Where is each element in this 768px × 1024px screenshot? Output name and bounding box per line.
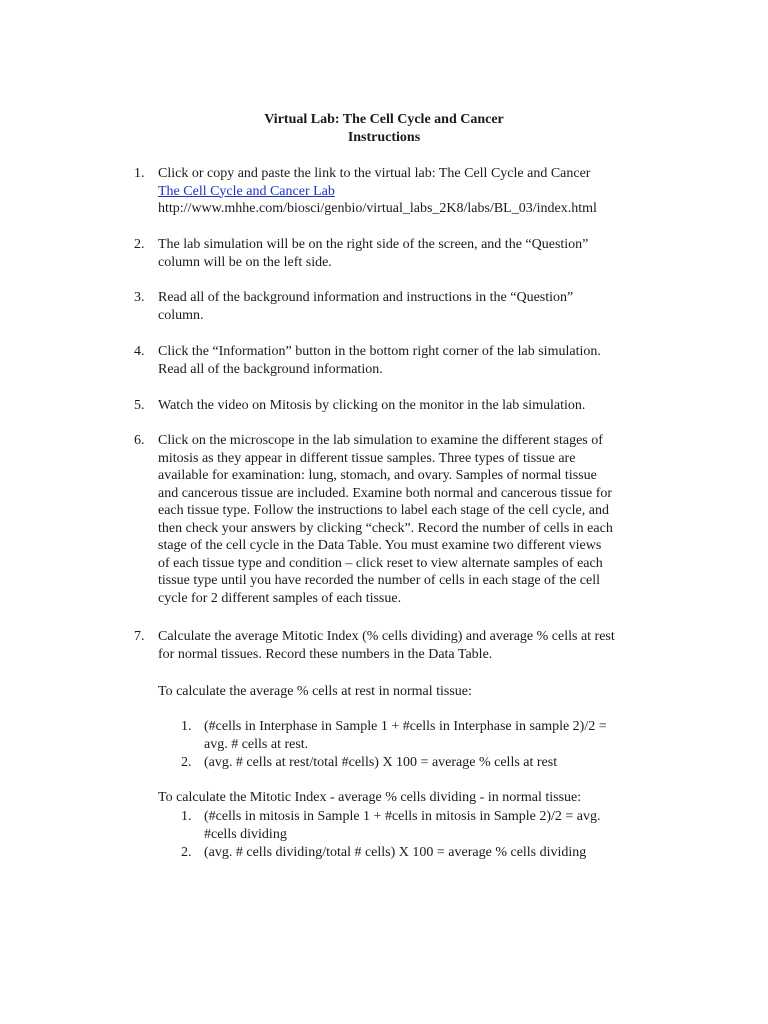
list-item-text: Calculate the average Mitotic Index (% cells dividing) and average % cells at rest — [158, 629, 615, 644]
list-item-number: 5. — [134, 398, 145, 413]
list-item-number: 7. — [134, 629, 145, 644]
list-item-text: available for examination: lung, stomach, and ovary. Samples of normal tissue — [158, 468, 597, 483]
list-item — [134, 165, 654, 218]
list-item-text: Click or copy and paste the link to the virtual lab: The Cell Cycle and Cancer — [158, 166, 591, 181]
list-item-text: Read all of the background information and instructions in the “Question” — [158, 290, 574, 305]
rest-step — [181, 718, 607, 753]
list-item-text: cycle for 2 different samples of each tissue. — [158, 590, 402, 606]
rest-step — [181, 754, 557, 772]
mitotic-step — [181, 808, 600, 843]
list-item-text: tissue type until you have recorded the number of cells in each stage of the cell — [158, 573, 601, 588]
list-item-text: mitosis as they appear in different tissue samples. Three types of tissue are — [158, 450, 576, 466]
mitotic-step — [181, 844, 586, 862]
list-item-text: for normal tissues. Record these numbers in the Data Table. — [158, 646, 493, 662]
list-item-number: 2. — [134, 237, 145, 252]
step-text: (avg. # cells dividing/total # cells) X 100 = average % cells dividing — [204, 845, 587, 860]
list-item-text: of each tissue type and condition – click reset to view alternate samples of each — [158, 555, 603, 571]
list-item-text: each tissue type. Follow the instructions to label each stage of the cell cycle, and — [158, 503, 609, 518]
mitotic-section-heading: To calculate the Mitotic Index - average % cells dividing - in normal tissue: — [158, 790, 582, 805]
list-item-text: The lab simulation will be on the right side of the screen, and the “Question” — [158, 237, 589, 252]
list-item-text: column will be on the left side. — [158, 254, 332, 270]
document-subtitle: Instructions — [347, 130, 421, 145]
list-item-text: Click the “Information” button in the bottom right corner of the lab simulation. — [158, 344, 601, 359]
list-item — [134, 397, 654, 415]
list-item-text: Click on the microscope in the lab simulation to examine the different stages of — [158, 433, 603, 448]
list-item-text: stage of the cell cycle in the Data Table. You must examine two different views — [158, 538, 602, 553]
list-item-number: 4. — [134, 344, 145, 359]
list-item-number: 1. — [134, 166, 145, 181]
list-item-text: Read all of the background information. — [158, 361, 383, 377]
virtual-lab-link[interactable]: The Cell Cycle and Cancer Lab — [158, 183, 335, 199]
document-title: Virtual Lab: The Cell Cycle and Cancer — [264, 112, 504, 127]
step-text: (avg. # cells at rest/total #cells) X 100 = average % cells at rest — [204, 755, 558, 770]
step-text: #cells dividing — [204, 826, 287, 842]
list-item-number: 3. — [134, 290, 145, 305]
list-item — [134, 343, 654, 378]
step-number: 1. — [181, 809, 192, 824]
list-item — [134, 289, 654, 324]
list-item — [134, 432, 654, 607]
list-item-text: and cancerous tissue are included. Examine both normal and cancerous tissue for — [158, 485, 613, 501]
step-text: (#cells in mitosis in Sample 1 + #cells in mitosis in Sample 2)/2 = avg. — [204, 809, 601, 824]
step-number: 2. — [181, 845, 192, 860]
virtual-lab-url: http://www.mhhe.com/biosci/genbio/virtual_labs_2K8/labs/BL_03/index.html — [158, 201, 597, 216]
list-item — [134, 628, 654, 663]
list-item-number: 6. — [134, 433, 145, 448]
rest-section-heading: To calculate the average % cells at rest in normal tissue: — [158, 684, 472, 699]
step-number: 1. — [181, 719, 192, 734]
step-text: avg. # cells at rest. — [204, 736, 309, 752]
list-item-text: column. — [158, 307, 204, 323]
list-item-text: Watch the video on Mitosis by clicking on the monitor in the lab simulation. — [158, 398, 586, 413]
list-item — [134, 236, 654, 271]
list-item-text: then check your answers by clicking “check”. Record the number of cells in each — [158, 520, 613, 536]
step-number: 2. — [181, 755, 192, 770]
step-text: (#cells in Interphase in Sample 1 + #cells in Interphase in sample 2)/2 = — [204, 719, 607, 734]
